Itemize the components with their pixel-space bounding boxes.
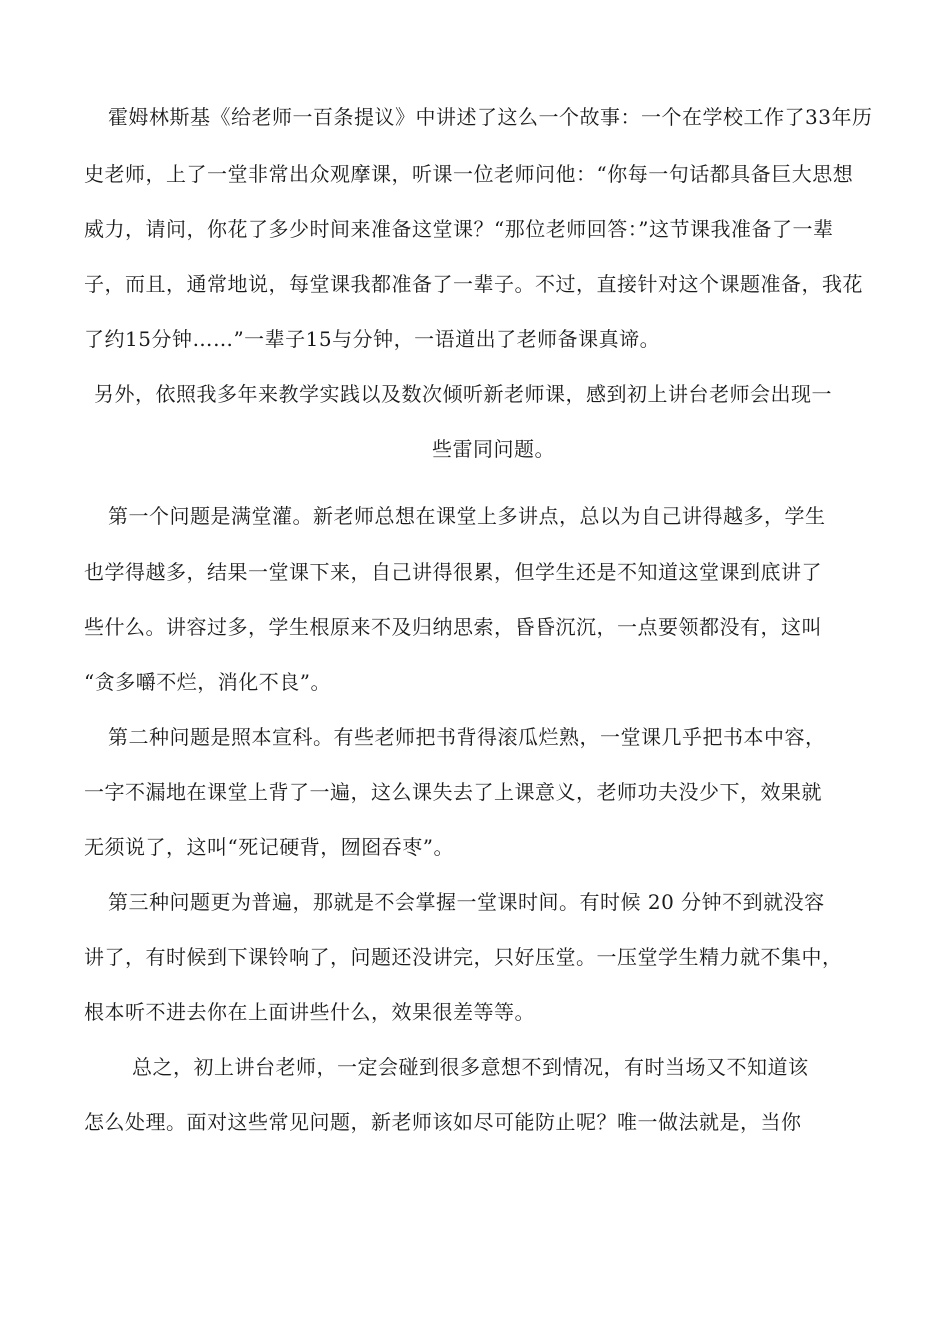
text-line: 霍姆林斯基《给老师一百条提议》中讲述了这么一个故事：一个在学校工作了33年历 [108,105,873,129]
text-line: 史老师，上了一堂非常出众观摩课，听课一位老师问他：“你每一句话都具备巨大思想 [84,162,854,186]
text-line: 怎么处理。面对这些常见问题，新老师该如尽可能防止呢？唯一做法就是，当你 [84,1110,802,1134]
text-line: 讲了，有时候到下课铃响了，问题还没讲完，只好压堂。一压堂学生精力就不集中， [84,945,843,969]
text-line: 些雷同问题。 [432,437,555,461]
text-line: 总之，初上讲台老师，一定会碰到很多意想不到情况，有时当场又不知道该 [132,1055,809,1079]
text-line: 另外，依照我多年来教学实践以及数次倾听新老师课，感到初上讲台老师会出现一 [94,382,832,406]
text-line: 第一个问题是满堂灌。新老师总想在课堂上多讲点，总以为自己讲得越多，学生 [108,504,826,528]
text-line: 第二种问题是照本宣科。有些老师把书背得滚瓜烂熟，一堂课几乎把书本中容， [108,725,826,749]
text-line: 威力，请问，你花了多少时间来准备这堂课？“那位老师回答：”这节课我准备了一辈 [84,217,834,241]
text-line: 些什么。讲容过多，学生根原来不及归纳思索，昏昏沉沉，一点要领都没有，这叫 [84,615,822,639]
text-line: 子，而且，通常地说，每堂课我都准备了一辈子。不过，直接针对这个课题准备，我花 [84,272,863,296]
text-line: 一字不漏地在课堂上背了一遍，这么课失去了上课意义，老师功夫没少下，效果就 [84,780,822,804]
text-line: “贪多嚼不烂，消化不良”。 [84,670,331,694]
text-line: 无须说了，这叫“死记硬背，囫囵吞枣”。 [84,835,454,859]
text-line: 第三种问题更为普遍，那就是不会掌握一堂课时间。有时候 20 分钟不到就没容 [108,890,825,914]
text-line: 根本听不进去你在上面讲些什么，效果很差等等。 [84,1000,535,1024]
text-line: 也学得越多，结果一堂课下来，自己讲得很累，但学生还是不知道这堂课到底讲了 [84,560,822,584]
text-line: 了约15分钟……”一辈子15与分钟，一语道出了老师备课真谛。 [84,327,661,351]
